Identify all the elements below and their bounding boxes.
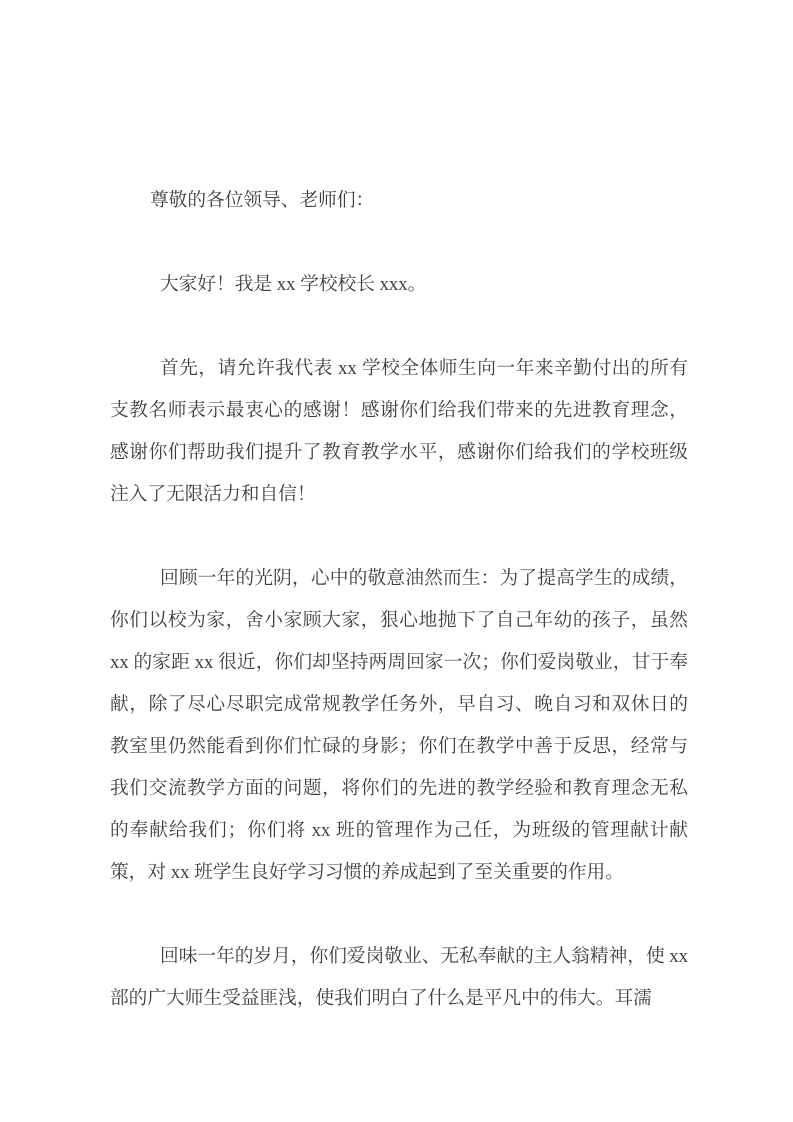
paragraph-thanks: 首先，请允许我代表 xx 学校全体师生向一年来辛勤付出的所有支教名师表示最衷心的感谢！感谢你们给我们带来的先进教育理念，感谢你们帮助我们提升了教育教学水平，感谢你们给我们的学校班级注入了无限活力和自信！ — [110, 358, 688, 505]
paragraph-greeting: 大家好！我是 xx 学校校长 xxx。 — [160, 274, 427, 295]
paragraph-reflection: 回味一年的岁月，你们爱岗敬业、无私奉献的主人翁精神，使 xx 部的广大师生受益匪浅，使我们明白了什么是平凡中的伟大。耳濡 — [110, 946, 688, 1009]
paragraph-review: 回顾一年的光阴，心中的敬意油然而生：为了提高学生的成绩，你们以校为家，舍小家顾大家，狠心地抛下了自己年幼的孩子，虽然 xx 的家距 xx 很近，你们却坚持两周回家一次；你们爱岗敬业，甘于奉献，除了尽心尽职完成常规教学任务外，早自习、晚自习和双休日的教室里仍然能看到你们忙碌的身影；你们在教学中善于反思，经常与我们交流教学方面的问题，将你们的先进的教学经验和教育理念无私的奉献给我们；你们将 xx 班的管理作为己任，为班级的管理献计献策，对 xx 班学生良好学习习惯的养成起到了至关重要的作用。 — [110, 568, 688, 883]
salutation-line: 尊敬的各位领导、老师们： — [150, 190, 375, 211]
